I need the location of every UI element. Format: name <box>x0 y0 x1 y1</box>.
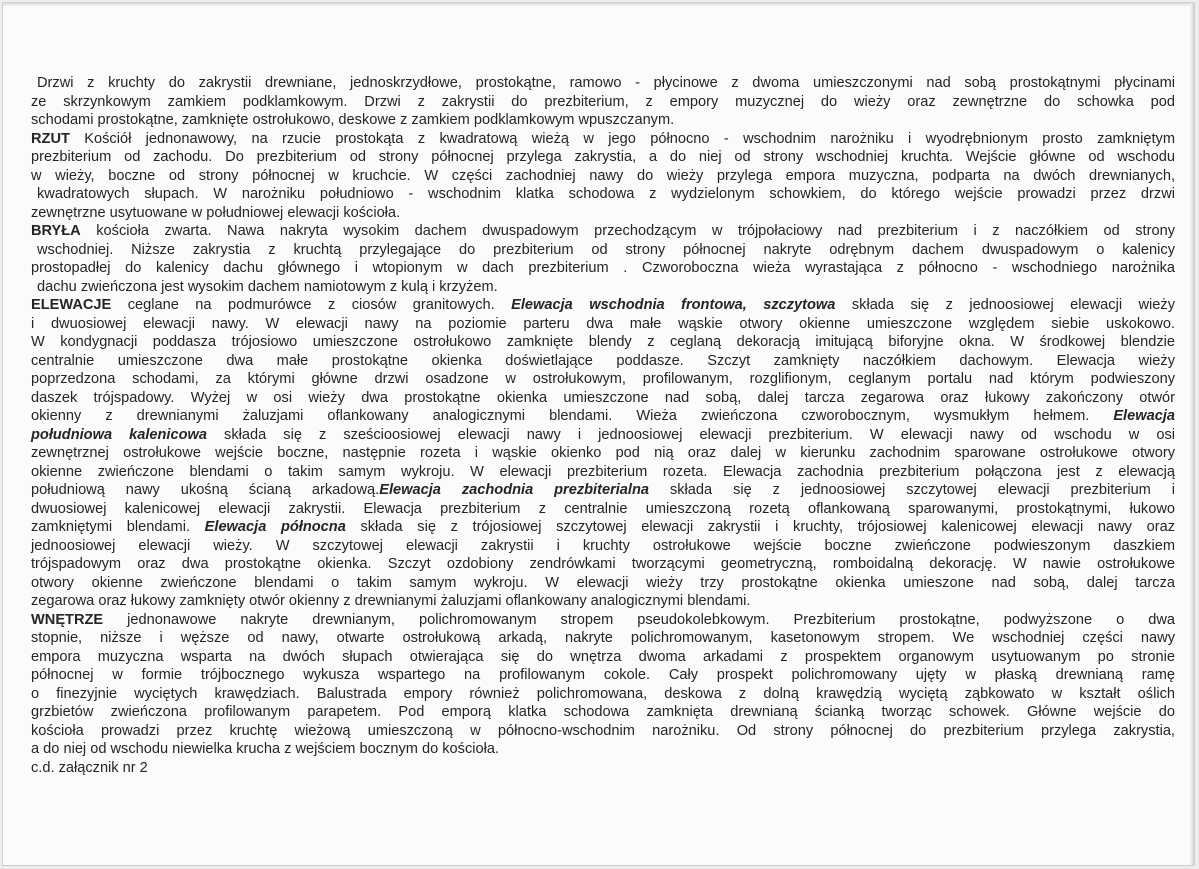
text-run: składa się z jednoosiowej szczytowej elewacji prezbiterium i <box>649 482 1176 498</box>
text-line <box>31 722 1175 741</box>
text-run: składa się z sześcioosiowej elewacji nawy i jednoosiowej elewacji prezbiterium. W elewacji nawy od wschodu w osi <box>207 426 1175 443</box>
text-run: zewnętrzne usytuowane w południowej elewacji kościoła. <box>31 204 401 221</box>
text-run: składa się z jednoosiowej elewacji wieży <box>835 297 1175 313</box>
text-line <box>31 463 1175 482</box>
text-line <box>31 611 1175 630</box>
text-line <box>31 426 1175 445</box>
text-run: zegarowa oraz łukowy zamknięty otwór okienny z drewnianymi żaluzjami oflankowany analogicznymi blendami. <box>31 593 751 609</box>
elevation-heading: Elewacja północna <box>204 519 346 535</box>
text-run: okienny z drewnianymi żaluzjami oflankowany analogicznymi blendami. Wieża zwieńczona czworobocznym, wysmukłym hełmem. <box>31 408 1114 424</box>
elevation-heading: Elewacja zachodnia prezbiterialna <box>379 482 650 498</box>
text-line <box>31 93 1175 112</box>
text-run: grzbietów zwieńczona profilowanym parapetem. Pod emporą klatka schodowa zamknięta drewnianą ścianką tworząc schowek. Główne wejście do <box>31 704 1175 720</box>
text-line <box>31 111 1175 130</box>
text-line <box>31 370 1175 389</box>
text-line <box>31 148 1175 167</box>
document-text <box>31 74 1175 777</box>
text-run: ze skrzynkowym zamkiem podklamkowym. Drzwi z zakrystii do prezbiterium, z empory muzycznej do wieży oraz zewnętrzne do schowka pod <box>31 93 1175 110</box>
text-run: dachu zwieńczona jest wysokim dachem namiotowym z kulą i krzyżem. <box>37 278 498 295</box>
text-run: c.d. załącznik nr 2 <box>31 759 148 776</box>
text-run: W kondygnacji poddasza trójosiowo umieszczone ostrołukowo zamknięte blendy z ceglaną dekoracją imitującą biforyjne okna. W środkowej blendzie <box>31 334 1175 350</box>
text-run: składa się z trójosiowej szczytowej elewacji zakrystii i kruchty, trójosiowej kalenicowej elewacji nawy oraz <box>345 519 1176 535</box>
text-line <box>31 389 1175 408</box>
text-run: poprzedzona schodami, za którymi główne drzwi osadzone w ostrołukowym, profilowanym, rozglifionym, ceglanym portalu nad którym podwieszony <box>31 371 1175 387</box>
text-line <box>31 703 1175 722</box>
elevation-heading: południowa kalenicowa <box>31 426 207 443</box>
text-run: Drzwi z kruchty do zakrystii drewniane, jednoskrzydłowe, prostokątne, ramowo - płycinowe z dwoma umieszczonymi nad sobą prostokątnymi płycinami <box>37 75 1175 91</box>
text-run: trójspadowym oraz dwa prostokątne okienka. Szczyt ozdobiony zendrówkami tworzącymi geometryczną, romboidalną dekorację. W nawie ostrołukowe <box>31 556 1175 572</box>
text-line <box>31 259 1175 278</box>
text-line <box>31 315 1175 334</box>
section-heading: RZUT <box>31 130 70 147</box>
text-line <box>31 130 1175 149</box>
text-line <box>31 500 1175 519</box>
text-run: zamkniętymi blendami. <box>31 519 205 535</box>
text-line <box>31 167 1175 186</box>
text-run: Kościół jednonawowy, na rzucie prostokąta z kwadratową wieżą w jego północno - wschodnim narożniku i wyodrębnionym prosto zamkniętym <box>69 130 1175 147</box>
text-line <box>31 204 1175 223</box>
text-line <box>31 685 1175 704</box>
text-run: okienne zwieńczone blendami o takim samym wykroju. W elewacji prezbiterium rozeta. Elewacja zachodnia prezbiterium połączona jest z elewacją <box>31 463 1175 480</box>
text-run: jednonawowe nakryte drewnianym, polichromowanym stropem pseudokolebkowym. Prezbiterium prostokątne, podwyższone o dwa <box>103 611 1175 628</box>
text-run: ceglane na podmurówce z ciosów granitowych. <box>111 297 512 313</box>
text-run: daszek trójspadowy. Wyżej w osi wieży dwa prostokątne okienka umieszczone nad sobą, dalej tarcza zegarowa oraz łukowy zakończony otwór <box>31 389 1175 406</box>
text-line <box>31 648 1175 667</box>
text-run: otwory okienne zwieńczone blendami o takim samym wykroju. W elewacji wieży trzy prostokątne okienka umieszone nad sobą, dalej tarcza <box>31 574 1175 591</box>
text-run: południową nawy ukośną ścianą arkadową. <box>31 482 380 498</box>
text-run: dwuosiowej kalenicowej elewacji zakrystii. Elewacja prezbiterium z centralnie umieszczoną rozetą oflankowaną sparowanymi, prostokątnymi, łukowo <box>31 500 1175 517</box>
section-heading: ELEWACJE <box>31 297 112 313</box>
section-heading: WNĘTRZE <box>31 611 104 628</box>
text-run: schodami prostokątne, zamknięte ostrołukowo, deskowe z zamkiem podklamkowym wpuszczanym. <box>31 112 675 128</box>
text-line <box>31 185 1175 204</box>
scanned-page <box>2 2 1195 866</box>
text-line <box>31 296 1175 315</box>
text-run: jednoosiowej elewacji wieży. W szczytowej elewacji zakrystii i kruchty ostrołukowe wejście boczne zwieńczone podwieszonym daszkiem <box>31 537 1175 554</box>
text-line <box>31 222 1175 241</box>
text-run: kwadratowych słupach. W narożniku południowo - wschodnim klatka schodowa z wydzielonym schowkiem, do którego wejście prowadzi przez drzwi <box>37 186 1175 202</box>
text-run: zewnętrznej ostrołukowe wejście boczne, następnie rozeta i wąskie okienko pod nią oraz dalej w kierunku zachodnim sparowane ostrołukowe otwory <box>31 445 1175 461</box>
text-run: wschodniej. Niższe zakrystia z kruchtą przylegające do prezbiterium od strony północnej nakryte odrębnym dachem dwuspadowym o kalenicy <box>37 241 1175 258</box>
text-line <box>31 444 1175 463</box>
text-run: o finezyjnie wyciętych krawędziach. Balustrada empory również polichromowana, deskowa z dolną krawędzią wyciętą ząbkowato w kształt oślich <box>31 685 1175 702</box>
text-run: empora muzyczna wsparta na dwóch słupach otwierająca się do wnętrza dwoma arkadami z prospektem organowym usytuowanym po stronie <box>31 648 1175 665</box>
text-run: i dwuosiowej elewacji nawy. W elewacji nawy na poziomie parteru dwa małe wąskie otwory okienne umieszczone względem siebie uskokowo. <box>31 315 1175 332</box>
text-line <box>31 352 1175 371</box>
section-heading: BRYŁA <box>31 223 81 239</box>
text-run: kościoła prowadzi przez kruchtę wieżową umieszczoną w północno-wschodnim narożniku. Od strony północnej do prezbiterium przylega zakrystia, <box>31 722 1175 739</box>
text-line <box>31 740 1175 759</box>
text-line <box>31 759 1175 778</box>
text-line <box>31 518 1175 537</box>
text-run: kościoła zwarta. Nawa nakryta wysokim dachem dwuspadowym przechodzącym w trójpołaciowy nad prezbiterium i z naczółkiem od strony <box>80 223 1175 239</box>
text-line <box>31 481 1175 500</box>
text-line <box>31 407 1175 426</box>
text-line <box>31 629 1175 648</box>
text-line <box>31 592 1175 611</box>
text-run: centralnie umieszczone dwa małe prostokątne okienka doświetlające poddasze. Szczyt zamknięty naczółkiem dachowym. Elewacja wieży <box>31 352 1175 369</box>
text-line <box>31 574 1175 593</box>
text-run: prezbiterium od zachodu. Do prezbiterium od strony północnej przylega zakrystia, a do niej od strony wschodniej kruchta. Wejście główne od wschodu <box>31 149 1175 165</box>
text-line <box>31 278 1175 297</box>
text-line <box>31 537 1175 556</box>
text-run: północnej w formie trójbocznego wykusza wspartego na profilowanym cokole. Cały prospekt polichromowany ujęty w płaską drewnianą ramę <box>31 667 1175 683</box>
scan-shadow-right <box>1190 3 1194 865</box>
text-run: prostopadłej do kalenicy dachu głównego i wtopionym w dach prezbiterium . Czworoboczna wieża wyrastająca z północno - wschodniego narożnika <box>31 260 1175 276</box>
text-line <box>31 666 1175 685</box>
elevation-heading: Elewacja wschodnia frontowa, szczytowa <box>511 297 836 313</box>
text-line <box>31 555 1175 574</box>
elevation-heading: Elewacja <box>1113 408 1175 424</box>
text-line <box>31 333 1175 352</box>
text-run: a do niej od wschodu niewielka krucha z wejściem bocznym do kościoła. <box>31 741 500 757</box>
text-line <box>31 74 1175 93</box>
text-run: w wieży, boczne od strony północnej w kruchcie. W części zachodniej nawy do wieży przylega empora muzyczna, podparta na dwóch drewnianych, <box>31 167 1175 184</box>
scan-shadow-top <box>3 3 1194 6</box>
text-run: stopnie, niższe i węższe od nawy, otwarte ostrołukową arkadą, nakryte polichromowanym, kasetonowym stropem. We wschodniej części nawy <box>31 630 1175 646</box>
text-line <box>31 241 1175 260</box>
